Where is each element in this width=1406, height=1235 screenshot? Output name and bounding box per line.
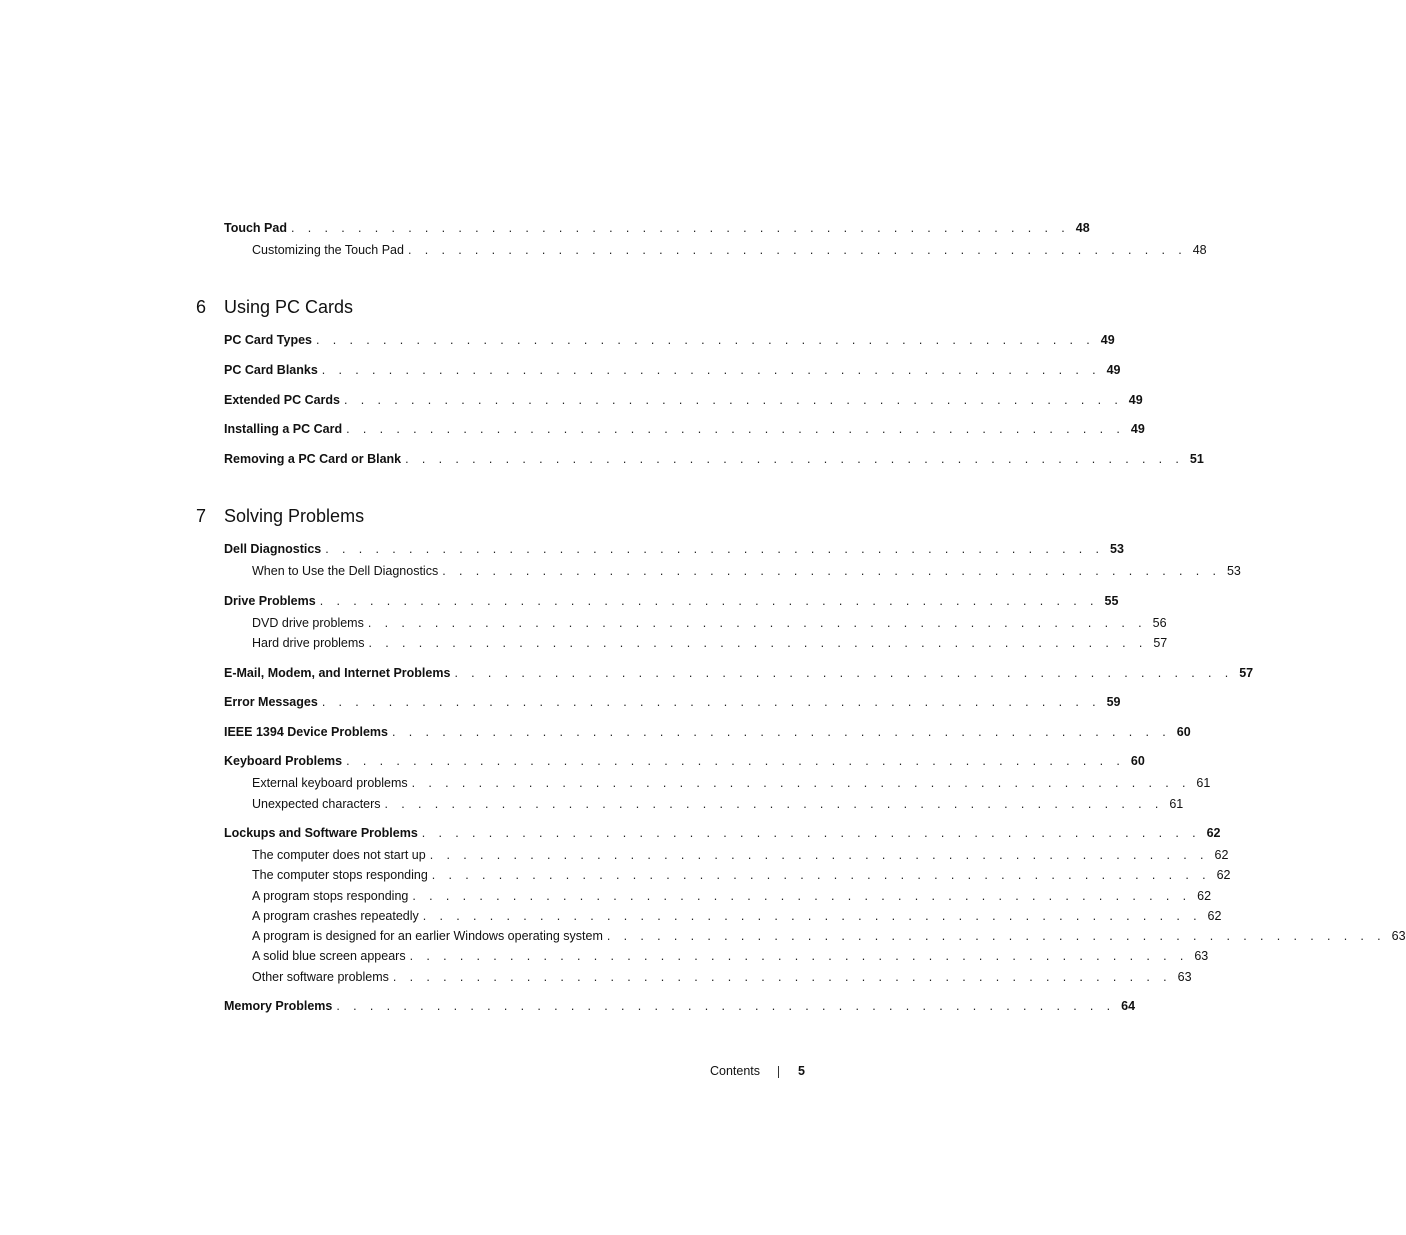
toc-entry[interactable] [224,540,1124,558]
toc-entry[interactable] [224,997,1136,1015]
toc-entry-page: 49 [1106,363,1121,377]
toc-entry-title: Lockups and Software Problems [224,826,418,840]
dot-leader: . . . . . . . . . . . . . . . . . . . . . . . . . . . . . . . . . . . . . . . . . . . . . . . [392,970,1172,984]
toc-entry-page: 53 [1226,564,1241,578]
toc-entry-page: 63 [1194,949,1209,963]
dot-leader: . . . . . . . . . . . . . . . . . . . . . . . . . . . . . . . . . . . . . . . . . . . . . . . [429,848,1209,862]
toc-entry-page: 62 [1206,826,1221,840]
toc-entry-customizing-touch-pad[interactable] [252,241,1207,259]
toc-subentry[interactable] [252,614,1167,632]
dot-leader: . . . . . . . . . . . . . . . . . . . . . . . . . . . . . . . . . . . . . . . . . . . . . . . [290,221,1070,235]
toc-entry-page: 63 [1177,970,1192,984]
dot-leader: . . . . . . . . . . . . . . . . . . . . . . . . . . . . . . . . . . . . . . . . . . . . . . . [407,243,1187,257]
toc-entry-title: A program stops responding [252,889,409,903]
chapter-number: 7 [196,506,207,526]
toc-entry-title: Memory Problems [224,999,333,1013]
toc-subentry[interactable] [252,927,1406,945]
page-footer [700,1062,810,1080]
toc-entry-title: E-Mail, Modem, and Internet Problems [224,666,451,680]
toc-subentry[interactable] [252,795,1184,813]
toc-entry-page: 61 [1169,797,1184,811]
dot-leader: . . . . . . . . . . . . . . . . . . . . . . . . . . . . . . . . . . . . . . . . . . . . . . . [405,452,1184,466]
toc-entry-page: 59 [1106,695,1121,709]
dot-leader: . . . . . . . . . . . . . . . . . . . . . . . . . . . . . . . . . . . . . . . . . . . . . . . [421,826,1201,840]
toc-entry[interactable] [224,592,1119,610]
toc-entry-page: 62 [1197,889,1212,903]
dot-leader: . . . . . . . . . . . . . . . . . . . . . . . . . . . . . . . . . . . . . . . . . . . . . . . [316,333,1095,347]
toc-subentry[interactable] [252,887,1212,905]
chapter-title: Solving Problems [224,506,365,526]
toc-entry-title: The computer stops responding [252,868,428,882]
toc-entry-title: Other software problems [252,970,389,984]
dot-leader: . . . . . . . . . . . . . . . . . . . . . . . . . . . . . . . . . . . . . . . . . . . . . . . [346,422,1125,436]
toc-entry[interactable] [224,693,1121,711]
footer-divider [778,1066,779,1078]
toc-entry-page: 53 [1110,542,1124,556]
dot-leader: . . . . . . . . . . . . . . . . . . . . . . . . . . . . . . . . . . . . . . . . . . . . . . . [431,868,1211,882]
dot-leader: . . . . . . . . . . . . . . . . . . . . . . . . . . . . . . . . . . . . . . . . . . . . . . . [336,999,1116,1013]
chapter-title: Using PC Cards [224,297,354,317]
dot-leader: . . . . . . . . . . . . . . . . . . . . . . . . . . . . . . . . . . . . . . . . . . . . . . . [411,776,1191,790]
toc-entry-page: 48 [1192,243,1207,257]
toc-subentry[interactable] [252,947,1209,965]
toc-entry-title: A solid blue screen appears [252,949,406,963]
toc-entry[interactable] [224,391,1143,409]
toc-entry-title: Error Messages [224,695,318,709]
toc-entry-title: Drive Problems [224,594,316,608]
toc-entry-page: 61 [1196,776,1211,790]
toc-entry-title: When to Use the Dell Diagnostics [252,564,439,578]
toc-entry-page: 51 [1189,452,1204,466]
dot-leader: . . . . . . . . . . . . . . . . . . . . . . . . . . . . . . . . . . . . . . . . . . . . . . . [384,797,1164,811]
toc-entry-title: PC Card Types [224,333,312,347]
toc-entry[interactable] [224,361,1121,379]
chapter-heading-7[interactable] [196,504,364,528]
toc-entry-page: 62 [1216,868,1231,882]
toc-entry-title: Removing a PC Card or Blank [224,452,402,466]
toc-entry-title: Hard drive problems [252,636,365,650]
toc-entry-title: DVD drive problems [252,616,364,630]
dot-leader: . . . . . . . . . . . . . . . . . . . . . . . . . . . . . . . . . . . . . . . . . . . . . . . [321,695,1101,709]
dot-leader: . . . . . . . . . . . . . . . . . . . . . . . . . . . . . . . . . . . . . . . . . . . . . . . [368,636,1148,650]
toc-entry-title: PC Card Blanks [224,363,318,377]
toc-subentry[interactable] [252,634,1168,652]
dot-leader: . . . . . . . . . . . . . . . . . . . . . . . . . . . . . . . . . . . . . . . . . . . . . . . [325,542,1104,556]
toc-entry-page: 60 [1130,754,1145,768]
toc-entry[interactable] [224,824,1221,842]
dot-leader: . . . . . . . . . . . . . . . . . . . . . . . . . . . . . . . . . . . . . . . . . . . . . . . [409,949,1189,963]
toc-entry-title: A program crashes repeatedly [252,909,419,923]
toc-entry-page: 49 [1100,333,1115,347]
toc-entry-title: External keyboard problems [252,776,408,790]
toc-entry-title: Dell Diagnostics [224,542,322,556]
chapter-number: 6 [196,297,207,317]
toc-entry[interactable] [224,331,1115,349]
toc-entry-title: Installing a PC Card [224,422,343,436]
toc-entry-title: Keyboard Problems [224,754,343,768]
toc-subentry[interactable] [252,774,1211,792]
footer-label: Contents [710,1064,761,1078]
dot-leader: . . . . . . . . . . . . . . . . . . . . . . . . . . . . . . . . . . . . . . . . . . . . . . . [454,666,1234,680]
toc-entry-page: 48 [1075,221,1090,235]
toc-entry-page: 56 [1152,616,1167,630]
toc-subentry[interactable] [252,846,1229,864]
toc-entry-title: Extended PC Cards [224,393,341,407]
toc-subentry[interactable] [252,562,1241,580]
dot-leader: . . . . . . . . . . . . . . . . . . . . . . . . . . . . . . . . . . . . . . . . . . . . . . . [346,754,1125,768]
toc-entry-page: 57 [1239,666,1254,680]
dot-leader: . . . . . . . . . . . . . . . . . . . . . . . . . . . . . . . . . . . . . . . . . . . . . . . [412,889,1192,903]
toc-entry-page: 57 [1153,636,1168,650]
toc-entry[interactable] [224,450,1204,468]
toc-entry-touch-pad[interactable] [224,219,1090,237]
toc-entry-page: 55 [1104,594,1119,608]
toc-entry-page: 60 [1176,725,1191,739]
toc-entry[interactable] [224,420,1145,438]
toc-subentry[interactable] [252,866,1231,884]
dot-leader: . . . . . . . . . . . . . . . . . . . . . . . . . . . . . . . . . . . . . . . . . . . . . . . [367,616,1147,630]
toc-entry-page: 62 [1207,909,1222,923]
dot-leader: . . . . . . . . . . . . . . . . . . . . . . . . . . . . . . . . . . . . . . . . . . . . . . . [321,363,1101,377]
dot-leader: . . . . . . . . . . . . . . . . . . . . . . . . . . . . . . . . . . . . . . . . . . . . . . . [319,594,1099,608]
footer-page-number: 5 [798,1064,805,1078]
dot-leader: . . . . . . . . . . . . . . . . . . . . . . . . . . . . . . . . . . . . . . . . . . . . . . . [606,929,1386,943]
toc-entry-page: 49 [1130,422,1145,436]
toc-entry-title: A program is designed for an earlier Windows operating system [252,929,603,943]
toc-entry-page: 64 [1121,999,1136,1013]
dot-leader: . . . . . . . . . . . . . . . . . . . . . . . . . . . . . . . . . . . . . . . . . . . . . . . [391,725,1171,739]
toc-entry-title: The computer does not start up [252,848,426,862]
dot-leader: . . . . . . . . . . . . . . . . . . . . . . . . . . . . . . . . . . . . . . . . . . . . . . . [422,909,1202,923]
toc-subentry[interactable] [252,968,1192,986]
toc-subentry[interactable] [252,907,1222,925]
toc-entry[interactable] [224,664,1254,682]
toc-entry[interactable] [224,723,1191,741]
toc-entry[interactable] [224,752,1145,770]
dot-leader: . . . . . . . . . . . . . . . . . . . . . . . . . . . . . . . . . . . . . . . . . . . . . . . [344,393,1123,407]
toc-entry-page: 63 [1391,929,1406,943]
toc-entry-title: Unexpected characters [252,797,381,811]
chapter-heading-6[interactable] [196,295,353,319]
toc-entry-title: Touch Pad [224,221,287,235]
toc-entry-title: IEEE 1394 Device Problems [224,725,388,739]
dot-leader: . . . . . . . . . . . . . . . . . . . . . . . . . . . . . . . . . . . . . . . . . . . . . . . [442,564,1221,578]
toc-entry-page: 49 [1128,393,1143,407]
toc-entry-page: 62 [1214,848,1229,862]
toc-entry-title: Customizing the Touch Pad [252,243,404,257]
